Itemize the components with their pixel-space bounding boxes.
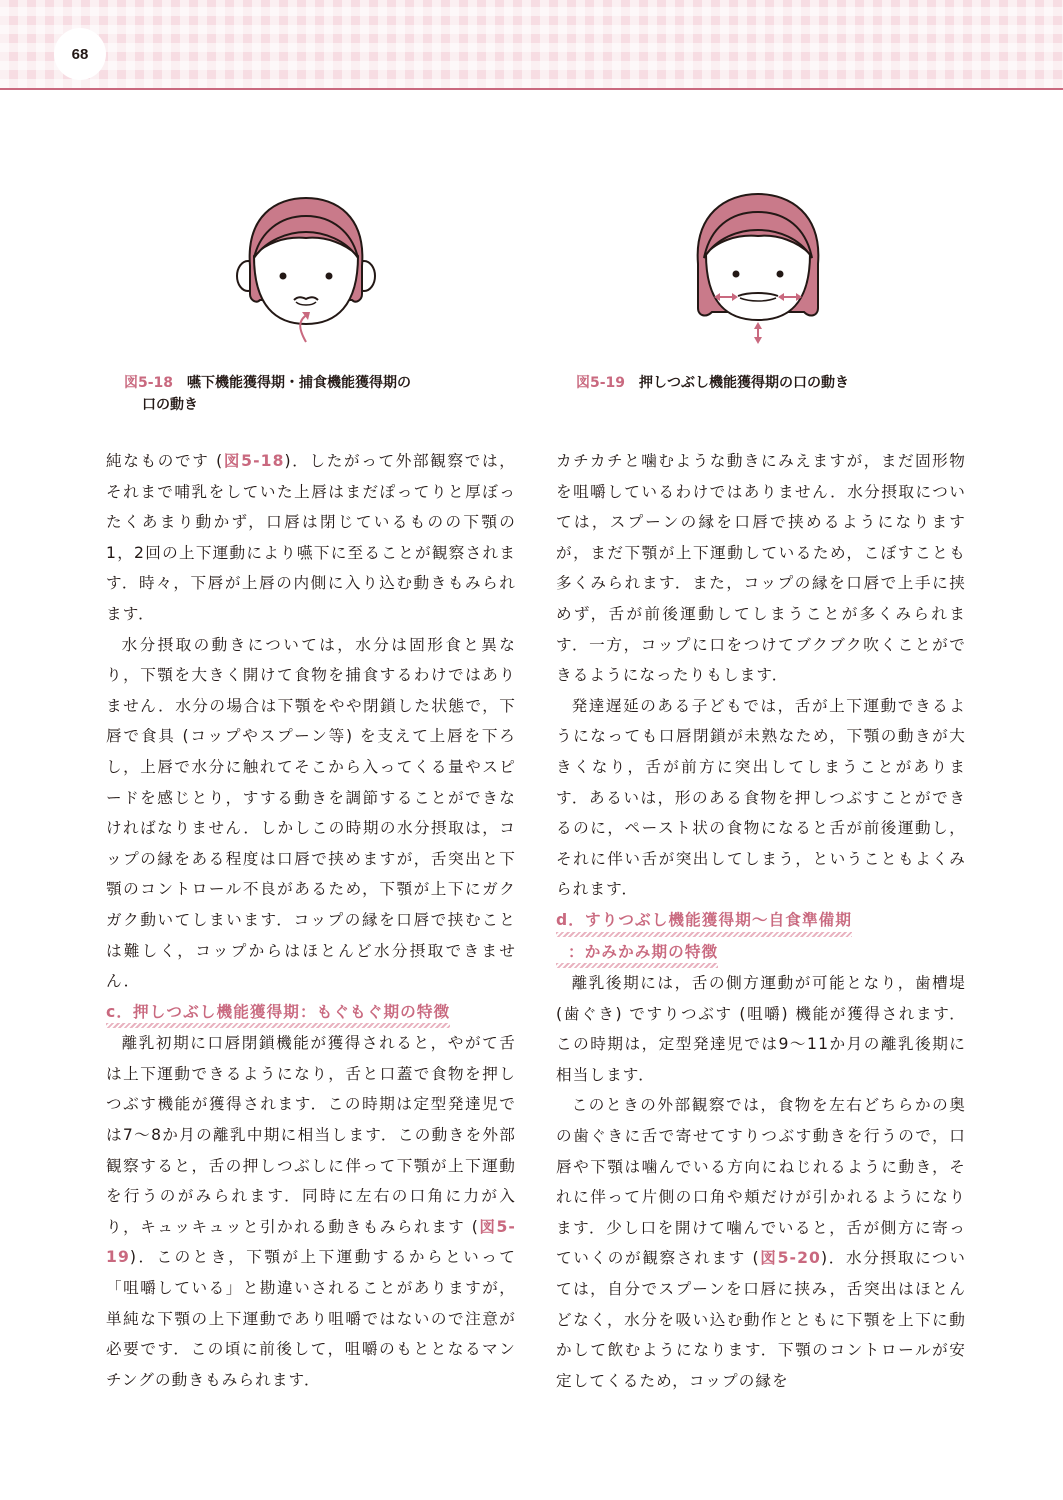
figure-number: 図5-18 <box>124 375 174 391</box>
paragraph <box>106 446 516 630</box>
figure-ref-5-19: 図5-19 <box>106 1217 516 1267</box>
face-swallowing-icon <box>236 196 376 346</box>
figure-5-18-caption <box>124 372 411 416</box>
figure-ref-5-20: 図5-20 <box>759 1249 821 1268</box>
section-heading-d-sub <box>556 937 966 969</box>
page-number: 68 <box>54 28 106 80</box>
figure-5-19-caption <box>576 372 849 394</box>
paragraph: カチカチと噛むような動きにみえますが，まだ固形物を咀嚼しているわけではありません．水分摂取については，スプーンの縁を口唇で挟めるようになりますが，まだ下顎が上下運動しているため，こぼすことも多くみられます．また，コップの縁を口唇で上手に挟めず，舌が前後運動してしまうことが多くみられます．一方，コップに口をつけてブクブク吹くことができるようになったりもします． <box>556 452 966 685</box>
section-heading-c <box>106 997 516 1029</box>
left-column <box>106 446 516 1395</box>
paragraph: 発達遅延のある子どもでは，舌が上下運動できるようになっても口唇閉鎖が未熟なため，下顎の動きが大きくなり，舌が前方に突出してしまうことがあります．あるいは，形のある食物を押しつぶすことができるのに，ペースト状の食物になると舌が前後運動し，それに伴い舌が突出してしまう，ということもよくみられます． <box>556 696 966 899</box>
figure-ref-5-18: 図5-18 <box>223 452 285 470</box>
heading-text: ：かみかみ期の特徴 <box>556 937 718 969</box>
section-heading-d <box>556 905 966 937</box>
figure-title: 押しつぶし機能獲得期の口の動き <box>639 375 850 391</box>
right-column <box>556 446 966 1396</box>
paragraph: 水分摂取の動きについては，水分は固形食と異なり，下顎を大きく開けて食物を捕食するわけではありません．水分の場合は下顎をやや閉鎖した状態で，下唇で食具 (コップやスプーン等) を支えて上唇を下ろし，上唇で水分に触れてそこから入ってくる量やスピードを感じとり，すする動きを調節することができなければなりません．しかしこの時期の水分摂取は，コップの縁をある程度は口唇で挟めますが，舌突出と下顎のコントロール不良があるため，下顎が上下にガクガク動いてしまいます．コップの縁を口唇で挟むことは難しく，コップからはほとんど水分摂取できません． <box>106 635 516 991</box>
heading-text: c．押しつぶし機能獲得期：もぐもぐ期の特徴 <box>106 997 450 1029</box>
face-mashing-icon <box>688 192 828 347</box>
paragraph <box>556 1090 966 1396</box>
figure-number: 図5-19 <box>576 375 626 391</box>
figure-title-line2: 口の動き <box>142 397 198 413</box>
figure-5-18-illustration <box>236 196 376 346</box>
text: このときの外部観察では，食物を左右どちらかの奥の歯ぐきに舌で寄せてすりつぶす動きを行うので，口唇や下顎は噛んでいる方向にねじれるように動き，それに伴って片側の口角や頬だけが引かれるようになります．少し口を開けて噛んでいると，舌が側方に寄っていくのが観察されます ( <box>556 1096 966 1268</box>
text: 純なものです ( <box>106 452 224 470</box>
text: 離乳初期に口唇閉鎖機能が獲得されると，やがて舌は上下運動できるようになり，舌と口蓋で食物を押しつぶす機能が獲得されます．この時期は定型発達児では7〜8か月の離乳中期に相当します．この動きを外部観察すると，舌の押しつぶしに伴って下顎が上下運動を行うのがみられます．同時に左右の口角に力が入り，キュッキュッと引かれる動きもみられます ( <box>106 1034 516 1236</box>
paragraph: 離乳後期には，舌の側方運動が可能となり，歯槽堤 (歯ぐき) ですりつぶす (咀嚼) 機能が獲得されます．この時期は，定型発達児では9〜11か月の離乳後期に相当します． <box>556 974 966 1084</box>
text: )．水分摂取については，自分でスプーンを口唇に挟み，舌突出はほとんどなく，水分を吸い込む動作とともに下顎を上下に動かして飲むようになります．下顎のコントロールが安定してくるため，コップの縁を <box>556 1249 966 1390</box>
text: )．したがって外部観察では，それまで哺乳をしていた上唇はまだぽってりと厚ぼったくあまり動かず，口唇は閉じているものの下顎の1，2回の上下運動により嚥下に至ることが観察されます．時々，下唇が上唇の内側に入り込む動きもみられます． <box>106 452 516 623</box>
text: )．このとき，下顎が上下運動するからといって「咀嚼している」と勘違いされることがありますが，単純な下顎の上下運動であり咀嚼ではないので注意が必要です．この頃に前後して，咀嚼のもととなるマンチングの動きもみられます． <box>106 1248 516 1389</box>
heading-text: d．すりつぶし機能獲得期〜自食準備期 <box>556 905 852 937</box>
paragraph <box>106 1028 516 1395</box>
page-header-gingham <box>0 0 1063 90</box>
figure-title: 嚥下機能獲得期・捕食機能獲得期の <box>187 375 412 391</box>
figure-5-19-illustration <box>688 192 828 347</box>
